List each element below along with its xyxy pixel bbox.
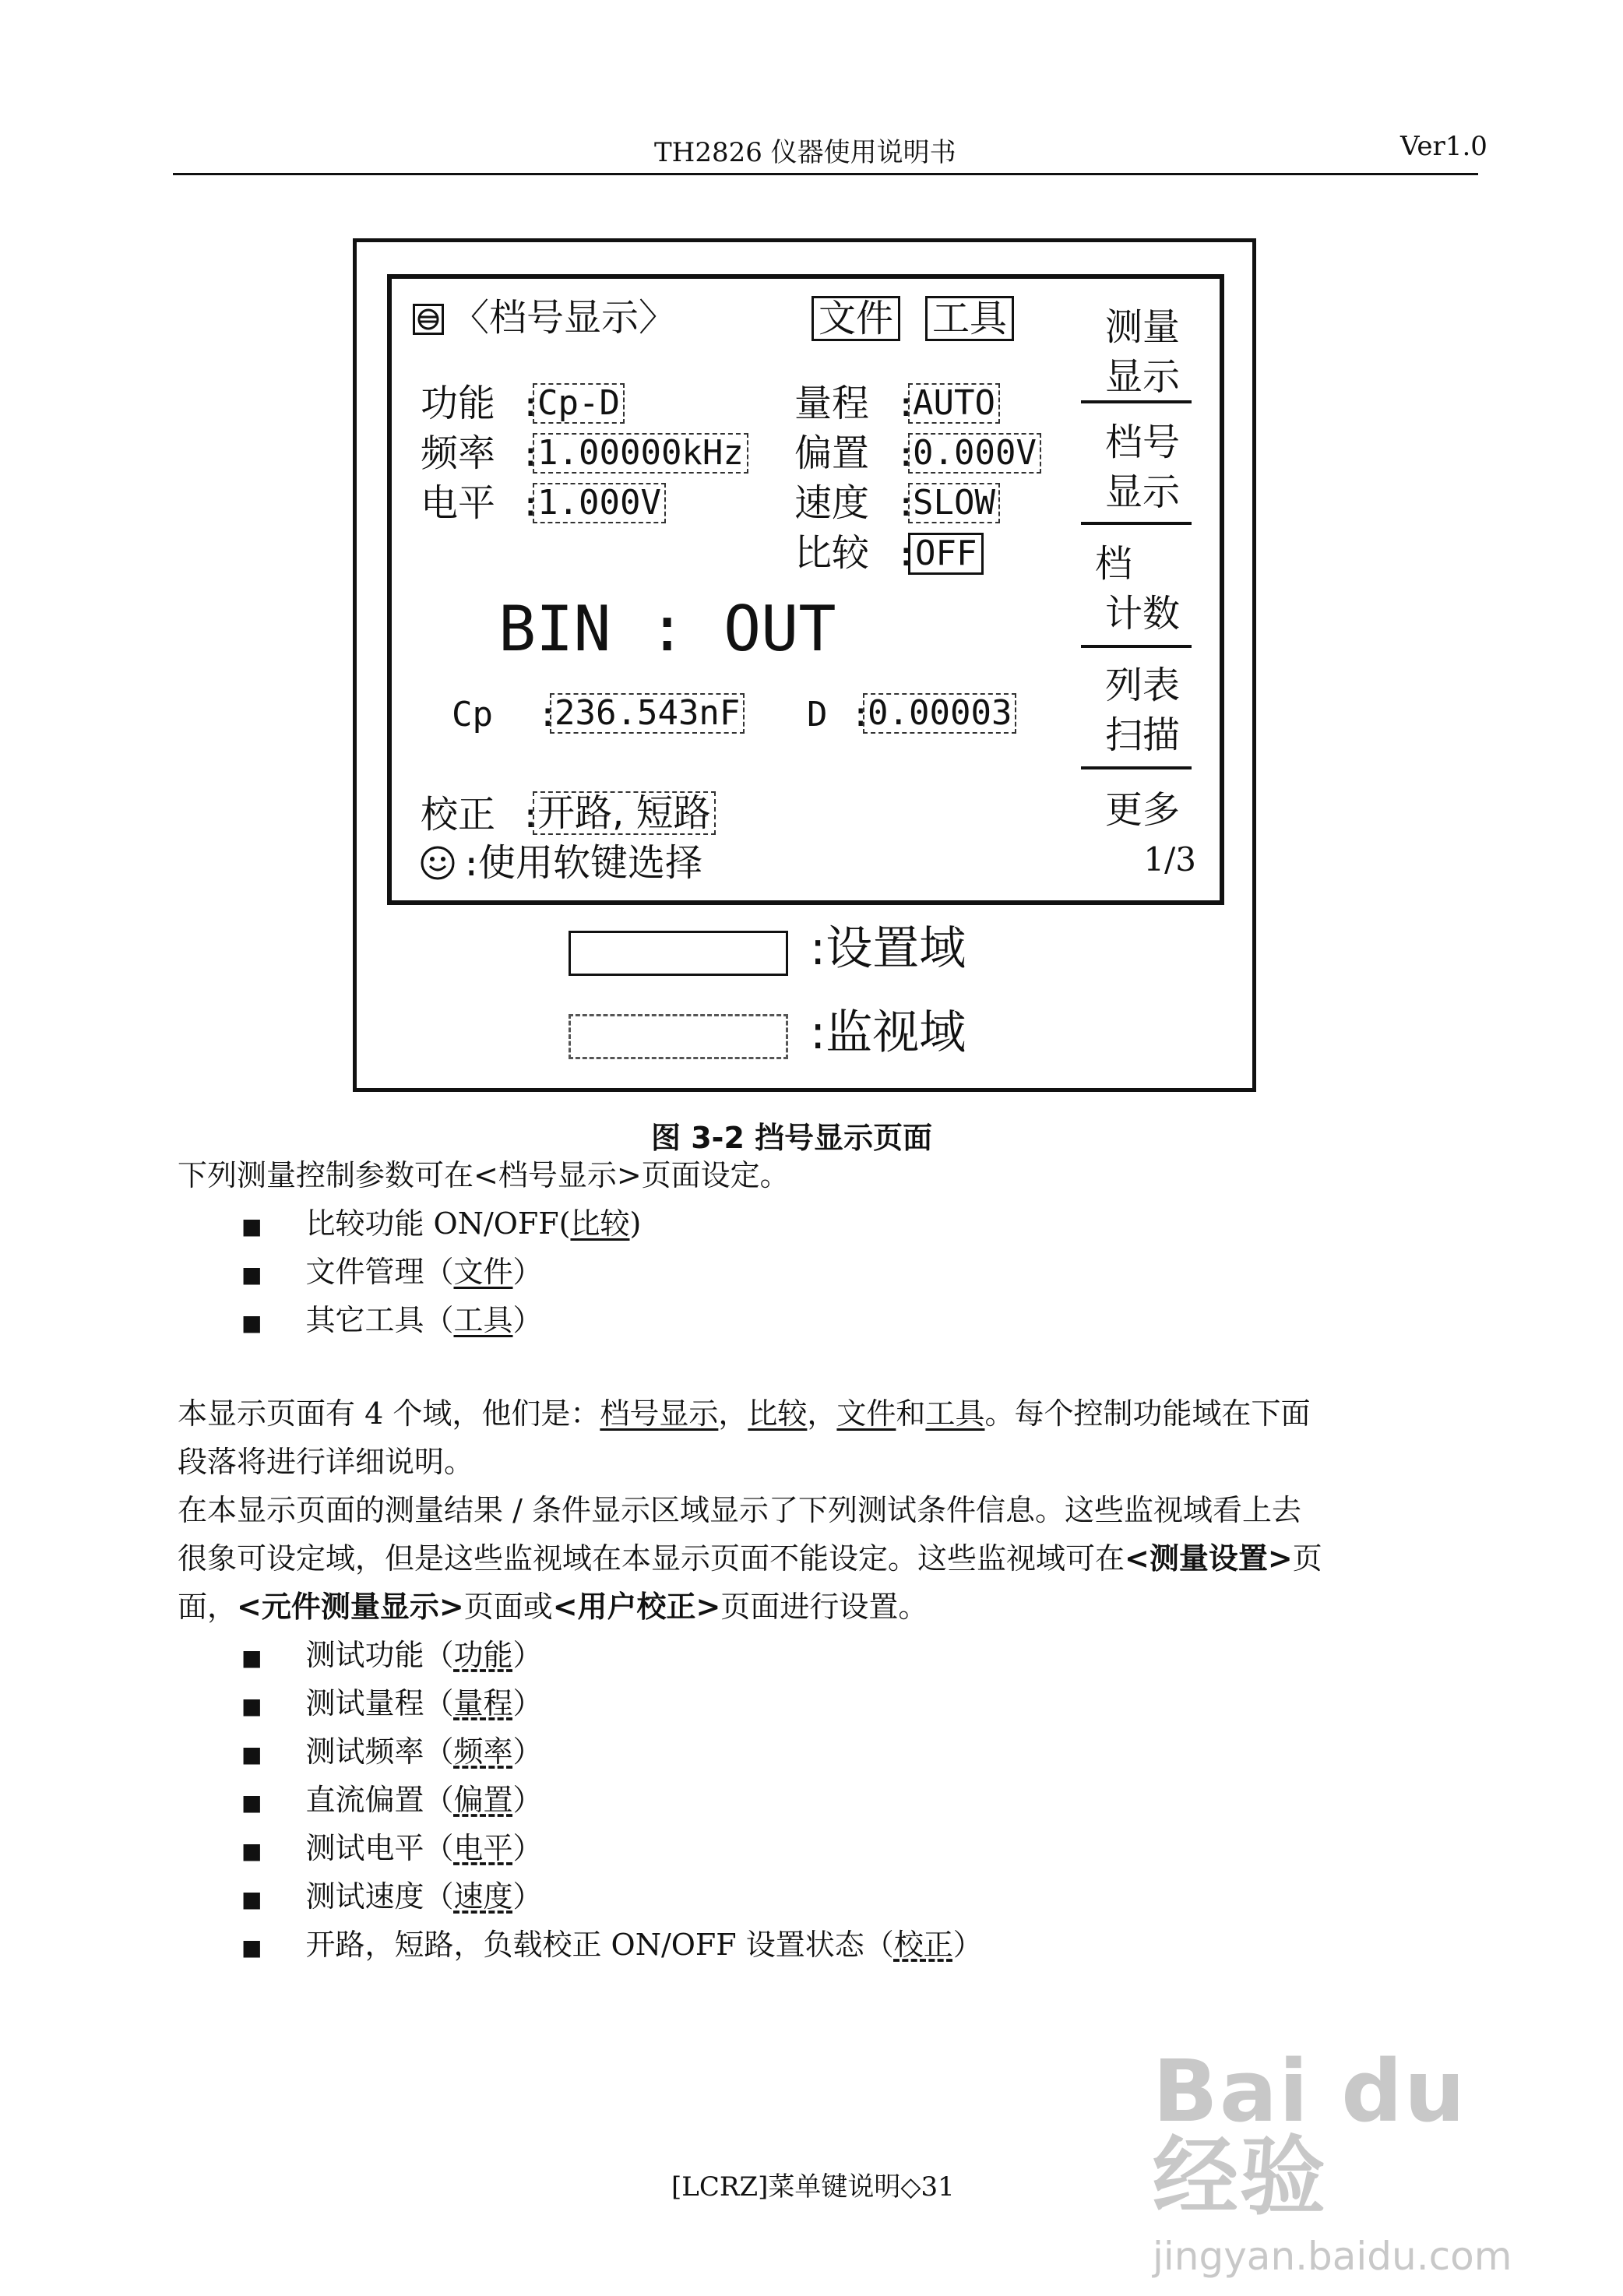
- document-version: Ver1.0: [1400, 131, 1487, 162]
- colon: :: [896, 484, 917, 524]
- colon: :: [896, 385, 917, 424]
- param-speed-label: 速度: [794, 481, 870, 525]
- list-item: ■ 文件管理（文件）: [241, 1255, 543, 1289]
- softkey-line: 更多: [1104, 788, 1180, 832]
- param-function-value: Cp-D: [533, 383, 625, 424]
- hint-text: 使用软键选择: [478, 841, 703, 885]
- softkey-measure-display[interactable]: [1084, 302, 1201, 402]
- softkey-line: 显示: [1104, 355, 1180, 399]
- param-bias-label: 偏置: [794, 431, 870, 475]
- correction-label: 校正: [421, 793, 496, 836]
- file-field[interactable]: 文件: [812, 296, 900, 341]
- param-range-value: AUTO: [908, 383, 1000, 424]
- colon: :: [520, 435, 541, 474]
- softkey-divider: [1081, 400, 1192, 403]
- colon: :: [850, 695, 871, 734]
- cp-value: 236.543nF: [550, 693, 745, 734]
- list-item: ■ 测试功能（功能）: [241, 1638, 543, 1672]
- param-range-label: 量程: [794, 382, 870, 425]
- d-label: D: [807, 695, 828, 734]
- setting-field-sample: [569, 931, 788, 976]
- correction-value: 开路, 短路: [533, 791, 716, 835]
- paragraph: 段落将进行详细说明。: [178, 1445, 474, 1479]
- softkey-line: 档号: [1104, 421, 1180, 464]
- watermark-logo: Bai du 经验: [1153, 2041, 1467, 2227]
- list-item: ■ 其它工具（工具）: [241, 1303, 543, 1337]
- param-compare-label: 比较: [794, 531, 870, 575]
- softkey-line: 档: [1095, 542, 1133, 586]
- baidu-watermark: [1153, 2041, 1558, 2279]
- page-title[interactable]: 〈档号显示〉: [452, 296, 677, 340]
- softkey-more[interactable]: [1084, 785, 1201, 885]
- document-title: TH2826 仪器使用说明书: [654, 137, 956, 168]
- param-bias-value: 0.000V: [908, 433, 1041, 474]
- softkey-line: 计数: [1104, 592, 1180, 636]
- colon: :: [520, 385, 541, 424]
- param-level-label: 电平: [421, 481, 496, 525]
- param-frequency-value: 1.00000kHz: [533, 433, 748, 474]
- colon: :: [461, 844, 482, 884]
- colon: :: [520, 484, 541, 524]
- softkey-list-sweep[interactable]: [1084, 660, 1201, 760]
- param-speed-value: SLOW: [908, 483, 1000, 523]
- list-item: ■ 测试速度（速度）: [241, 1879, 543, 1914]
- list-item: ■ 开路，短路，负载校正 ON/OFF 设置状态（校正）: [241, 1928, 983, 1962]
- softkey-divider: [1081, 522, 1192, 525]
- list-item: ■ 直流偏置（偏置）: [241, 1783, 543, 1817]
- param-frequency-label: 频率: [421, 431, 496, 475]
- setting-field-legend: :设置域: [810, 921, 966, 976]
- colon: :: [537, 695, 558, 734]
- colon: :: [896, 435, 917, 474]
- d-value: 0.00003: [863, 693, 1016, 734]
- softkey-divider: [1081, 766, 1192, 769]
- colon: :: [520, 796, 541, 836]
- monitor-field-sample: [569, 1014, 788, 1059]
- paragraph: 面，<元件测量显示>页面或<用户校正>页面进行设置。: [178, 1589, 928, 1624]
- softkey-page: 1/3: [1143, 840, 1196, 879]
- softkey-line: 扫描: [1104, 713, 1180, 757]
- monitor-field-legend: :监视域: [810, 1005, 966, 1060]
- bin-result: BIN : OUT: [498, 593, 836, 665]
- header-rule: [173, 173, 1478, 175]
- cp-label: Cp: [452, 695, 493, 734]
- paragraph: 很象可设定域，但是这些监视域在本显示页面不能设定。这些监视域可在<测量设置>页: [178, 1541, 1322, 1576]
- list-item: ■ 比较功能 ON/OFF(比较): [241, 1206, 642, 1241]
- figure-caption: 图 3-2 挡号显示页面: [651, 1121, 933, 1155]
- tools-field[interactable]: 工具: [925, 296, 1014, 341]
- list-item: ■ 测试电平（电平）: [241, 1831, 543, 1865]
- softkey-divider: [1081, 645, 1192, 648]
- smiley-icon: [419, 844, 456, 885]
- colon: :: [896, 534, 917, 574]
- paragraph: 在本显示页面的测量结果 / 条件显示区域显示了下列测试条件信息。这些监视域看上去: [178, 1493, 1301, 1527]
- softkey-line: 显示: [1104, 470, 1180, 514]
- paragraph: 本显示页面有 4 个域，他们是：档号显示，比较，文件和工具。每个控制功能域在下面: [178, 1396, 1311, 1431]
- list-item: ■ 测试频率（频率）: [241, 1734, 543, 1769]
- watermark-url: jingyan.baidu.com: [1153, 2234, 1512, 2279]
- list-item: ■ 测试量程（量程）: [241, 1686, 543, 1720]
- intro-text: 下列测量控制参数可在<档号显示>页面设定。: [178, 1158, 790, 1192]
- param-function-label: 功能: [421, 382, 496, 425]
- softkey-bin-count[interactable]: [1084, 539, 1201, 639]
- param-level-value: 1.000V: [533, 483, 666, 523]
- menu-icon: [413, 304, 444, 335]
- param-compare-value[interactable]: OFF: [908, 533, 984, 575]
- softkey-line: 列表: [1104, 664, 1180, 707]
- softkey-line: 测量: [1104, 305, 1180, 349]
- page-footer: [LCRZ]菜单键说明◇31: [671, 2171, 955, 2203]
- softkey-bin-display[interactable]: [1084, 417, 1201, 517]
